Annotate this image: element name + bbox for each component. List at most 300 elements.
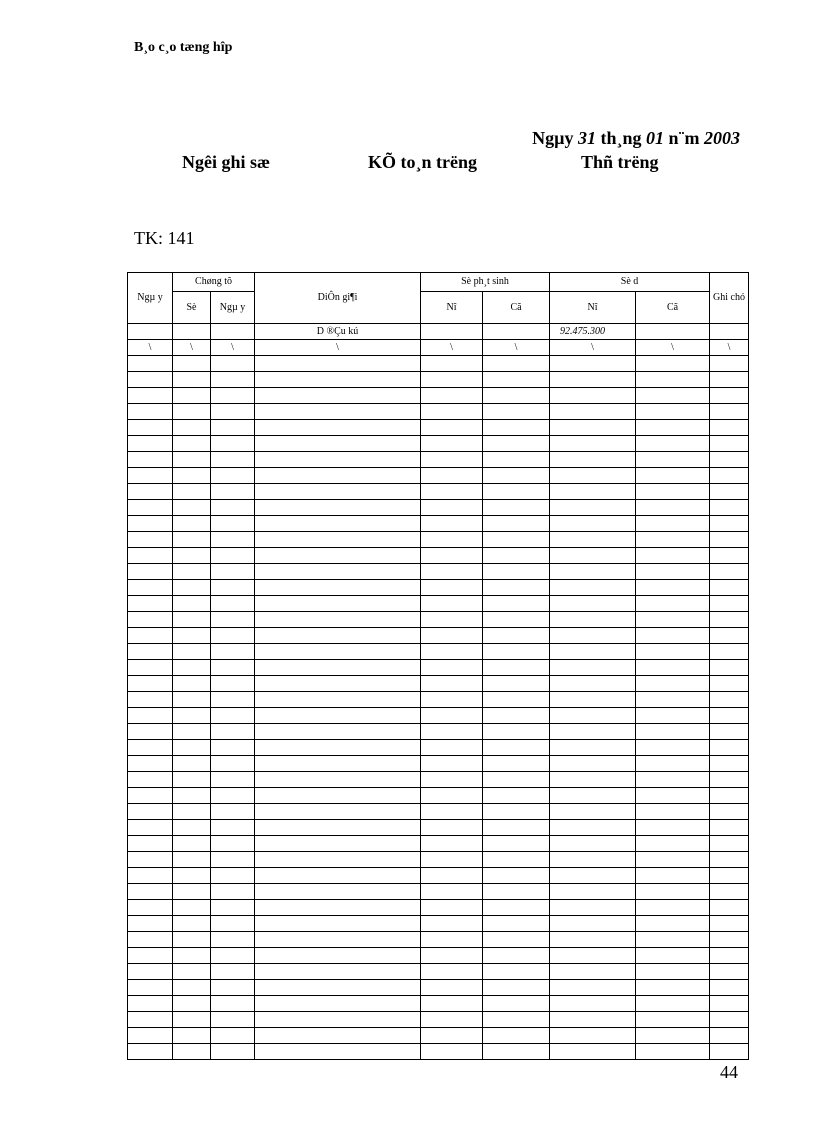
table-cell xyxy=(636,980,710,996)
table-cell xyxy=(128,484,173,500)
table-cell xyxy=(483,548,550,564)
table-cell xyxy=(421,420,483,436)
table-cell xyxy=(483,484,550,500)
table-cell xyxy=(421,852,483,868)
table-cell xyxy=(483,724,550,740)
table-cell xyxy=(255,820,421,836)
table-cell xyxy=(550,532,636,548)
col-note-header: Ghi chó xyxy=(710,273,749,324)
table-cell xyxy=(421,836,483,852)
table-cell xyxy=(550,372,636,388)
table-cell xyxy=(710,996,749,1012)
table-cell xyxy=(421,900,483,916)
table-cell xyxy=(636,436,710,452)
table-cell xyxy=(421,820,483,836)
table-row xyxy=(128,756,749,772)
table-cell xyxy=(710,708,749,724)
table-cell xyxy=(128,724,173,740)
table-cell xyxy=(173,452,211,468)
table-cell xyxy=(636,868,710,884)
col-balance-debit-header: Nî xyxy=(550,292,636,324)
table-cell xyxy=(211,1044,255,1060)
table-cell xyxy=(710,532,749,548)
table-cell xyxy=(421,372,483,388)
marker-cell: \ xyxy=(128,340,173,356)
table-cell xyxy=(128,964,173,980)
table-cell xyxy=(550,628,636,644)
table-cell xyxy=(173,436,211,452)
table-cell xyxy=(255,468,421,484)
table-cell xyxy=(128,548,173,564)
table-cell xyxy=(128,468,173,484)
table-cell xyxy=(636,708,710,724)
table-cell xyxy=(550,916,636,932)
table-cell xyxy=(211,356,255,372)
table-cell xyxy=(636,932,710,948)
table-cell xyxy=(211,884,255,900)
table-cell xyxy=(636,660,710,676)
table-cell xyxy=(421,660,483,676)
table-cell xyxy=(483,852,550,868)
table-cell xyxy=(550,676,636,692)
table-cell xyxy=(255,804,421,820)
table-row xyxy=(128,484,749,500)
table-cell xyxy=(636,516,710,532)
table-cell xyxy=(255,564,421,580)
table-cell xyxy=(128,932,173,948)
table-cell xyxy=(211,900,255,916)
table-cell xyxy=(173,1028,211,1044)
table-cell xyxy=(636,596,710,612)
ledger-table xyxy=(127,272,749,1060)
table-cell xyxy=(255,548,421,564)
table-cell xyxy=(128,916,173,932)
date-month-word: th¸ng xyxy=(600,128,642,148)
table-cell xyxy=(128,868,173,884)
table-cell xyxy=(483,1044,550,1060)
marker-cell: \ xyxy=(173,340,211,356)
table-cell xyxy=(173,404,211,420)
table-cell xyxy=(550,1044,636,1060)
table-cell xyxy=(483,708,550,724)
table-cell xyxy=(550,468,636,484)
table-row xyxy=(128,1044,749,1060)
table-cell xyxy=(421,324,483,340)
col-balance-credit-header: Cã xyxy=(636,292,710,324)
opening-description: D ®Çu kú xyxy=(255,324,421,340)
table-cell xyxy=(173,660,211,676)
table-cell xyxy=(483,356,550,372)
table-cell xyxy=(550,564,636,580)
opening-balance-debit: 92.475.300 xyxy=(550,324,636,340)
table-cell xyxy=(421,756,483,772)
col-voucher-header: Chøng tõ xyxy=(173,273,255,292)
table-row xyxy=(128,436,749,452)
table-cell xyxy=(483,660,550,676)
table-row xyxy=(128,372,749,388)
table-cell xyxy=(255,404,421,420)
table-cell xyxy=(421,452,483,468)
report-date xyxy=(532,128,740,149)
table-cell xyxy=(710,1028,749,1044)
marker-cell: \ xyxy=(483,340,550,356)
table-cell xyxy=(550,964,636,980)
table-cell xyxy=(255,484,421,500)
table-cell xyxy=(421,964,483,980)
table-cell xyxy=(421,436,483,452)
table-cell xyxy=(636,900,710,916)
table-cell xyxy=(255,500,421,516)
table-cell xyxy=(255,356,421,372)
table-cell xyxy=(211,468,255,484)
marker-cell: \ xyxy=(211,340,255,356)
table-cell xyxy=(421,468,483,484)
table-cell xyxy=(211,452,255,468)
table-cell xyxy=(173,420,211,436)
table-cell xyxy=(173,884,211,900)
table-row xyxy=(128,836,749,852)
page-number: 44 xyxy=(720,1062,738,1082)
table-cell xyxy=(636,452,710,468)
marker-cell: \ xyxy=(550,340,636,356)
table-cell xyxy=(255,964,421,980)
table-cell xyxy=(483,564,550,580)
table-cell xyxy=(483,948,550,964)
col-arising-credit-header: Cã xyxy=(483,292,550,324)
table-cell xyxy=(128,644,173,660)
table-cell xyxy=(128,692,173,708)
table-cell xyxy=(636,1028,710,1044)
table-cell xyxy=(128,372,173,388)
table-row xyxy=(128,676,749,692)
table-cell xyxy=(255,596,421,612)
table-cell xyxy=(421,532,483,548)
table-row xyxy=(128,932,749,948)
table-cell xyxy=(211,372,255,388)
table-cell xyxy=(211,484,255,500)
signer-head: Thñ trëng xyxy=(581,152,659,172)
table-cell xyxy=(636,772,710,788)
table-cell xyxy=(636,548,710,564)
table-row xyxy=(128,452,749,468)
table-row xyxy=(128,724,749,740)
table-cell xyxy=(211,964,255,980)
table-cell xyxy=(255,836,421,852)
table-cell xyxy=(550,516,636,532)
table-cell xyxy=(550,788,636,804)
table-cell xyxy=(483,580,550,596)
table-cell xyxy=(421,500,483,516)
table-cell xyxy=(636,644,710,660)
table-cell xyxy=(550,356,636,372)
table-cell xyxy=(550,740,636,756)
table-cell xyxy=(211,628,255,644)
table-row xyxy=(128,404,749,420)
table-cell xyxy=(128,772,173,788)
table-cell xyxy=(710,980,749,996)
table-cell xyxy=(128,756,173,772)
table-cell xyxy=(211,820,255,836)
table-cell xyxy=(128,580,173,596)
table-cell xyxy=(255,532,421,548)
table-cell xyxy=(421,596,483,612)
table-row xyxy=(128,612,749,628)
table-row xyxy=(128,388,749,404)
table-cell xyxy=(550,884,636,900)
table-cell xyxy=(173,388,211,404)
table-cell xyxy=(710,324,749,340)
table-cell xyxy=(173,644,211,660)
table-cell xyxy=(211,420,255,436)
table-cell xyxy=(550,756,636,772)
table-cell xyxy=(255,996,421,1012)
table-cell xyxy=(255,740,421,756)
table-cell xyxy=(636,788,710,804)
table-cell xyxy=(710,852,749,868)
table-cell xyxy=(421,916,483,932)
table-cell xyxy=(550,820,636,836)
table-cell xyxy=(710,1044,749,1060)
table-cell xyxy=(211,932,255,948)
table-cell xyxy=(550,852,636,868)
table-cell xyxy=(483,788,550,804)
table-cell xyxy=(550,708,636,724)
table-cell xyxy=(550,1028,636,1044)
table-cell xyxy=(636,836,710,852)
table-cell xyxy=(128,500,173,516)
table-row xyxy=(128,644,749,660)
table-row xyxy=(128,916,749,932)
table-cell xyxy=(710,404,749,420)
table-cell xyxy=(128,676,173,692)
table-cell xyxy=(710,388,749,404)
table-cell xyxy=(211,532,255,548)
table-row xyxy=(128,692,749,708)
table-row xyxy=(128,1028,749,1044)
table-cell xyxy=(421,580,483,596)
table-cell xyxy=(710,820,749,836)
col-voucher-date-header: Ngµ y xyxy=(211,292,255,324)
table-cell xyxy=(173,852,211,868)
table-cell xyxy=(636,964,710,980)
table-cell xyxy=(255,452,421,468)
table-cell xyxy=(710,676,749,692)
table-cell xyxy=(710,660,749,676)
table-cell xyxy=(550,692,636,708)
table-cell xyxy=(255,756,421,772)
table-cell xyxy=(128,836,173,852)
table-cell xyxy=(211,436,255,452)
table-cell xyxy=(636,420,710,436)
table-cell xyxy=(421,740,483,756)
col-arising-debit-header: Nî xyxy=(421,292,483,324)
table-cell xyxy=(211,916,255,932)
table-cell xyxy=(550,500,636,516)
col-date-header: Ngµ y xyxy=(128,273,173,324)
table-cell xyxy=(636,404,710,420)
table-cell xyxy=(128,1012,173,1028)
table-cell xyxy=(173,612,211,628)
table-cell xyxy=(173,372,211,388)
table-cell xyxy=(483,916,550,932)
table-cell xyxy=(211,692,255,708)
table-cell xyxy=(173,596,211,612)
table-cell xyxy=(211,580,255,596)
table-cell xyxy=(483,932,550,948)
date-prefix: Ngµy xyxy=(532,128,574,148)
table-row xyxy=(128,868,749,884)
table-cell xyxy=(173,980,211,996)
table-row xyxy=(128,468,749,484)
table-cell xyxy=(550,932,636,948)
table-cell xyxy=(710,628,749,644)
table-row xyxy=(128,804,749,820)
marker-row xyxy=(128,340,749,356)
table-cell xyxy=(483,468,550,484)
table-cell xyxy=(128,404,173,420)
table-cell xyxy=(211,868,255,884)
table-cell xyxy=(255,1044,421,1060)
table-cell xyxy=(421,772,483,788)
table-cell xyxy=(421,388,483,404)
table-cell xyxy=(255,676,421,692)
table-cell xyxy=(550,548,636,564)
table-cell xyxy=(483,740,550,756)
table-cell xyxy=(128,564,173,580)
table-row xyxy=(128,980,749,996)
table-cell xyxy=(483,452,550,468)
table-cell xyxy=(128,884,173,900)
table-cell xyxy=(128,356,173,372)
table-cell xyxy=(636,388,710,404)
table-cell xyxy=(636,692,710,708)
table-row xyxy=(128,1012,749,1028)
table-cell xyxy=(173,548,211,564)
table-cell xyxy=(173,868,211,884)
col-description-header: DiÔn gi¶i xyxy=(255,273,421,324)
table-cell xyxy=(211,1028,255,1044)
table-cell xyxy=(255,932,421,948)
table-cell xyxy=(255,900,421,916)
table-cell xyxy=(128,612,173,628)
table-row xyxy=(128,580,749,596)
table-cell xyxy=(211,996,255,1012)
table-cell xyxy=(255,916,421,932)
table-cell xyxy=(483,404,550,420)
table-cell xyxy=(483,500,550,516)
table-cell xyxy=(550,804,636,820)
table-cell xyxy=(710,804,749,820)
table-cell xyxy=(128,596,173,612)
table-cell xyxy=(550,724,636,740)
table-cell xyxy=(255,644,421,660)
table-cell xyxy=(550,404,636,420)
table-cell xyxy=(483,596,550,612)
table-cell xyxy=(636,532,710,548)
table-cell xyxy=(550,1012,636,1028)
table-cell xyxy=(255,516,421,532)
col-balance-header: Sè d xyxy=(550,273,710,292)
table-cell xyxy=(550,996,636,1012)
table-cell xyxy=(636,884,710,900)
table-cell xyxy=(173,772,211,788)
table-cell xyxy=(173,500,211,516)
table-cell xyxy=(636,372,710,388)
signer-chief-accountant: KÕ to¸n trëng xyxy=(368,152,477,172)
table-cell xyxy=(710,756,749,772)
table-row xyxy=(128,516,749,532)
table-cell xyxy=(173,900,211,916)
table-cell xyxy=(173,756,211,772)
table-cell xyxy=(211,564,255,580)
table-cell xyxy=(255,388,421,404)
table-cell xyxy=(128,788,173,804)
table-cell xyxy=(128,996,173,1012)
table-cell xyxy=(636,356,710,372)
table-cell xyxy=(255,372,421,388)
table-row xyxy=(128,788,749,804)
table-row xyxy=(128,772,749,788)
table-cell xyxy=(483,980,550,996)
table-row xyxy=(128,596,749,612)
table-row xyxy=(128,964,749,980)
table-cell xyxy=(483,372,550,388)
table-cell xyxy=(636,484,710,500)
table-cell xyxy=(128,516,173,532)
table-row xyxy=(128,660,749,676)
table-cell xyxy=(710,356,749,372)
table-cell xyxy=(173,740,211,756)
table-cell xyxy=(483,836,550,852)
table-cell xyxy=(550,436,636,452)
table-cell xyxy=(255,708,421,724)
table-cell xyxy=(550,612,636,628)
report-title: B¸o c¸o tæng hîp xyxy=(134,40,233,55)
table-cell xyxy=(636,324,710,340)
table-cell xyxy=(255,660,421,676)
table-cell xyxy=(211,324,255,340)
table-cell xyxy=(211,948,255,964)
table-cell xyxy=(421,1012,483,1028)
table-cell xyxy=(211,388,255,404)
table-cell xyxy=(255,724,421,740)
table-cell xyxy=(421,884,483,900)
table-cell xyxy=(128,324,173,340)
table-cell xyxy=(421,676,483,692)
table-cell xyxy=(211,660,255,676)
table-cell xyxy=(483,772,550,788)
table-cell xyxy=(710,516,749,532)
table-cell xyxy=(550,660,636,676)
table-cell xyxy=(636,676,710,692)
table-cell xyxy=(636,628,710,644)
table-cell xyxy=(710,788,749,804)
table-cell xyxy=(710,900,749,916)
date-month: 01 xyxy=(646,128,664,148)
table-cell xyxy=(636,468,710,484)
table-cell xyxy=(211,612,255,628)
table-row xyxy=(128,884,749,900)
table-cell xyxy=(636,612,710,628)
table-cell xyxy=(710,436,749,452)
table-cell xyxy=(173,356,211,372)
table-row xyxy=(128,996,749,1012)
table-cell xyxy=(173,916,211,932)
table-cell xyxy=(421,612,483,628)
table-row xyxy=(128,548,749,564)
table-cell xyxy=(636,1012,710,1028)
marker-cell: \ xyxy=(710,340,749,356)
